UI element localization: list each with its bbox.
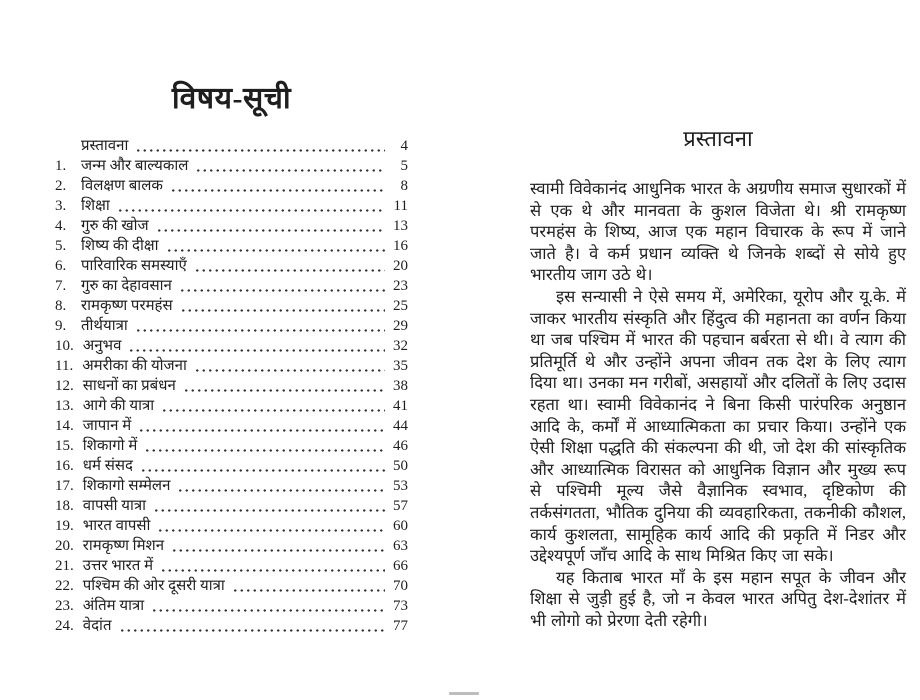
toc-entry — [55, 456, 408, 476]
toc-dot-leader — [195, 156, 385, 176]
toc-entry-label: भारत वापसी — [82, 518, 151, 534]
toc-entry-label: जापान में — [82, 418, 132, 434]
toc-entry-label: साधनों का प्रबंधन — [82, 378, 176, 394]
toc-entry — [55, 496, 408, 516]
toc-entry — [55, 436, 408, 456]
toc-entry-page-number: 50 — [393, 458, 408, 474]
toc-entry — [55, 476, 408, 496]
toc-entry-page-number: 25 — [393, 298, 408, 314]
toc-entry-label: पश्चिम की ओर दूसरी यात्रा — [82, 578, 225, 594]
toc-entry-page-number: 13 — [393, 218, 408, 234]
toc-entry-number: 15. — [55, 438, 74, 454]
toc-entry-page-number: 32 — [393, 338, 408, 354]
toc-entry-label: शिष्य की दीक्षा — [81, 238, 159, 254]
toc-entry-label: आगे की यात्रा — [82, 398, 155, 414]
toc-entry-label: अमरीका की योजना — [82, 358, 187, 374]
toc-dot-leader — [171, 536, 385, 556]
toc-entry-page-number: 57 — [393, 498, 408, 514]
toc-dot-leader — [157, 516, 385, 536]
toc-entry-page-number: 53 — [393, 478, 408, 494]
toc-entry — [55, 156, 408, 176]
toc-entry-number: 16. — [55, 458, 74, 474]
toc-entry-number: 11. — [55, 358, 74, 374]
toc-entry — [55, 396, 408, 416]
preface-paragraph: यह किताब भारत माँ के इस महान सपूत के जीवन और शिक्षा से जुड़ी हुई है, जो न केवल भारत अपितु देश-देशांतर में भी लोगो को प्रेरणा देती रहेगी। — [530, 567, 906, 630]
toc-entry-label: उत्तर भारत में — [82, 558, 154, 574]
toc-dot-leader — [140, 456, 385, 476]
toc-entry — [55, 236, 408, 256]
toc-entry-label: वेदांत — [82, 618, 112, 634]
toc-entry-number: 8. — [55, 298, 67, 314]
toc-dot-leader — [151, 596, 385, 616]
toc-dot-leader — [144, 436, 385, 456]
toc-entry-number: 1. — [55, 158, 67, 174]
toc-entry-label: प्रस्तावना — [81, 138, 129, 154]
toc-entry-label: गुरु का देहावसान — [81, 278, 172, 294]
toc-entry-page-number: 60 — [393, 518, 408, 534]
toc-entry-page-number: 20 — [393, 258, 408, 274]
toc-dot-leader — [128, 336, 385, 356]
toc-entry — [55, 376, 408, 396]
toc-entry-label: शिकागो में — [82, 438, 138, 454]
toc-entry-number: 2. — [55, 178, 67, 194]
toc-entry-label: जन्म और बाल्यकाल — [81, 158, 189, 174]
toc-entry — [55, 576, 408, 596]
toc-dot-leader — [166, 236, 385, 256]
toc-entry — [55, 596, 408, 616]
toc-entry-number: 7. — [55, 278, 67, 294]
toc-dot-leader — [180, 296, 385, 316]
preface-paragraph: इस सन्यासी ने ऐसे समय में, अमेरिका, यूरोप और यू.के. में जाकर भारतीय संस्कृति और हिंदुत्व की महानता का वर्णन किया था जब पश्चिम में भारत की पहचान बर्बरता से थी। वे त्याग की प्रतिमूर्ति थे और उन्होंने अपना जीवन तक देश के लिए त्याग दिया था। उनका मन गरीबों, असहायों और दलितों के लिए उदास रहता था। स्वामी विवेकानंद ने बिना किसी पारंपरिक अनुष्ठान आदि के, कर्मों में आध्यात्मिकता का प्रचार किया। उन्होंने एक ऐसी शिक्षा पद्धति की संकल्पना की थी, जो देश की सांस्कृतिक और आध्यात्मिक विरासत को आधुनिक विज्ञान और मुख्य रूप से पश्चिमी मूल्य जैसे वैज्ञानिक स्वभाव, दृष्टिकोण की तर्कसंगतता, भौतिक दुनिया की व्यवहारिकता, तकनीकी कौशल, कार्य कुशलता, सामूहिक कार्य आदि की प्रकृति में निडर और उद्देश्यपूर्ण जाँच आदि के साथ मिश्रित किए जा सके। — [530, 286, 906, 566]
toc-entry-page-number: 35 — [393, 358, 408, 374]
toc-entry-number: 5. — [55, 238, 67, 254]
toc-entry-page-number: 4 — [400, 138, 408, 154]
toc-entry-page-number: 11 — [393, 198, 408, 214]
toc-entry-label: अनुभव — [82, 338, 122, 354]
toc-entry — [55, 416, 408, 436]
toc-dot-leader — [138, 416, 385, 436]
toc-entry — [55, 196, 408, 216]
toc-entry-label: शिकागो सम्मेलन — [82, 478, 171, 494]
toc-entry — [55, 336, 408, 356]
toc-entry-page-number: 63 — [393, 538, 408, 554]
toc-entry-number: 23. — [55, 598, 74, 614]
toc-entry — [55, 316, 408, 336]
toc-entry-label: रामकृष्ण परमहंस — [81, 298, 173, 314]
toc-entry-number: 17. — [55, 478, 74, 494]
toc-entry-number: 9. — [55, 318, 67, 334]
toc-entry-label: धर्म संसद — [82, 458, 133, 474]
toc-dot-leader — [156, 216, 385, 236]
toc-entry-number: 13. — [55, 398, 74, 414]
contents-page-title: विषय-सूची — [171, 82, 292, 115]
page-fold-mark — [449, 692, 479, 695]
toc-entry-number: 21. — [55, 558, 74, 574]
toc-entry — [55, 356, 408, 376]
toc-dot-leader — [135, 316, 385, 336]
toc-dot-leader — [170, 176, 385, 196]
toc-dot-leader — [119, 616, 386, 636]
preface-page — [530, 124, 906, 631]
toc-dot-leader — [161, 396, 385, 416]
toc-dot-leader — [232, 576, 385, 596]
toc-dot-leader — [177, 476, 385, 496]
toc-entry-number: 14. — [55, 418, 74, 434]
toc-entry-page-number: 8 — [400, 178, 408, 194]
toc-entry — [55, 616, 408, 636]
toc-entry-number: 19. — [55, 518, 74, 534]
toc-entry-number: 12. — [55, 378, 74, 394]
toc-entry-label: तीर्थयात्रा — [81, 318, 128, 334]
contents-page — [55, 80, 408, 636]
toc-entry-number: 24. — [55, 618, 74, 634]
toc-entry-page-number: 44 — [393, 418, 408, 434]
toc-entry-page-number: 5 — [400, 158, 408, 174]
toc-dot-leader — [160, 556, 385, 576]
toc-dot-leader — [179, 276, 385, 296]
toc-entry-page-number: 41 — [393, 398, 408, 414]
toc-dot-leader — [135, 136, 385, 156]
preface-body — [530, 178, 906, 631]
toc-entry — [55, 556, 408, 576]
toc-entry-number: 6. — [55, 258, 67, 274]
preface-title: प्रस्तावना — [683, 126, 753, 151]
toc-entry-label: विलक्षण बालक — [81, 178, 163, 194]
toc-entry — [55, 276, 408, 296]
toc-entry — [55, 216, 408, 236]
toc-dot-leader — [194, 356, 385, 376]
toc-entry-page-number: 66 — [393, 558, 408, 574]
toc-entry-page-number: 16 — [393, 238, 408, 254]
toc-entry-number: 22. — [55, 578, 74, 594]
toc-entry-number: 18. — [55, 498, 74, 514]
toc-entry-number: 20. — [55, 538, 74, 554]
toc-entry — [55, 516, 408, 536]
toc-entry — [55, 176, 408, 196]
toc-entry — [55, 256, 408, 276]
toc-entry-label: पारिवारिक समस्याएँ — [81, 258, 187, 274]
toc-entry-label: अंतिम यात्रा — [82, 598, 145, 614]
toc-entry-page-number: 23 — [393, 278, 408, 294]
toc-dot-leader — [183, 376, 385, 396]
toc-entry-label: रामकृष्ण मिशन — [82, 538, 165, 554]
toc-dot-leader — [117, 196, 385, 216]
toc-entry-page-number: 70 — [393, 578, 408, 594]
toc-entry-number: 10. — [55, 338, 74, 354]
toc-entry-number: 3. — [55, 198, 67, 214]
toc-entry-page-number: 73 — [393, 598, 408, 614]
toc-entry-number: 4. — [55, 218, 67, 234]
toc-entry-label: शिक्षा — [81, 198, 110, 214]
toc-entry-label: गुरु की खोज — [81, 218, 149, 234]
toc-entry — [55, 536, 408, 556]
preface-paragraph: स्वामी विवेकानंद आधुनिक भारत के अग्रणीय समाज सुधारकों में से एक थे और मानवता के कुशल विजेता थे। श्री रामकृष्ण परमहंस के शिष्य, आज एक महान विचारक के रूप में जाने जाते है। वे कर्म प्रधान व्यक्ति थे जिनके शब्दों से सोये हुए भारतीय जाग उठे थे। — [530, 179, 906, 285]
toc-entry-page-number: 38 — [393, 378, 408, 394]
toc-dot-leader — [194, 256, 385, 276]
toc-dot-leader — [153, 496, 385, 516]
toc-entry-label: वापसी यात्रा — [82, 498, 147, 514]
toc-entry-page-number: 29 — [393, 318, 408, 334]
toc-entry-page-number: 46 — [393, 438, 408, 454]
table-of-contents — [55, 136, 408, 636]
toc-entry-page-number: 77 — [393, 618, 408, 634]
toc-entry — [55, 296, 408, 316]
toc-entry — [55, 136, 408, 156]
